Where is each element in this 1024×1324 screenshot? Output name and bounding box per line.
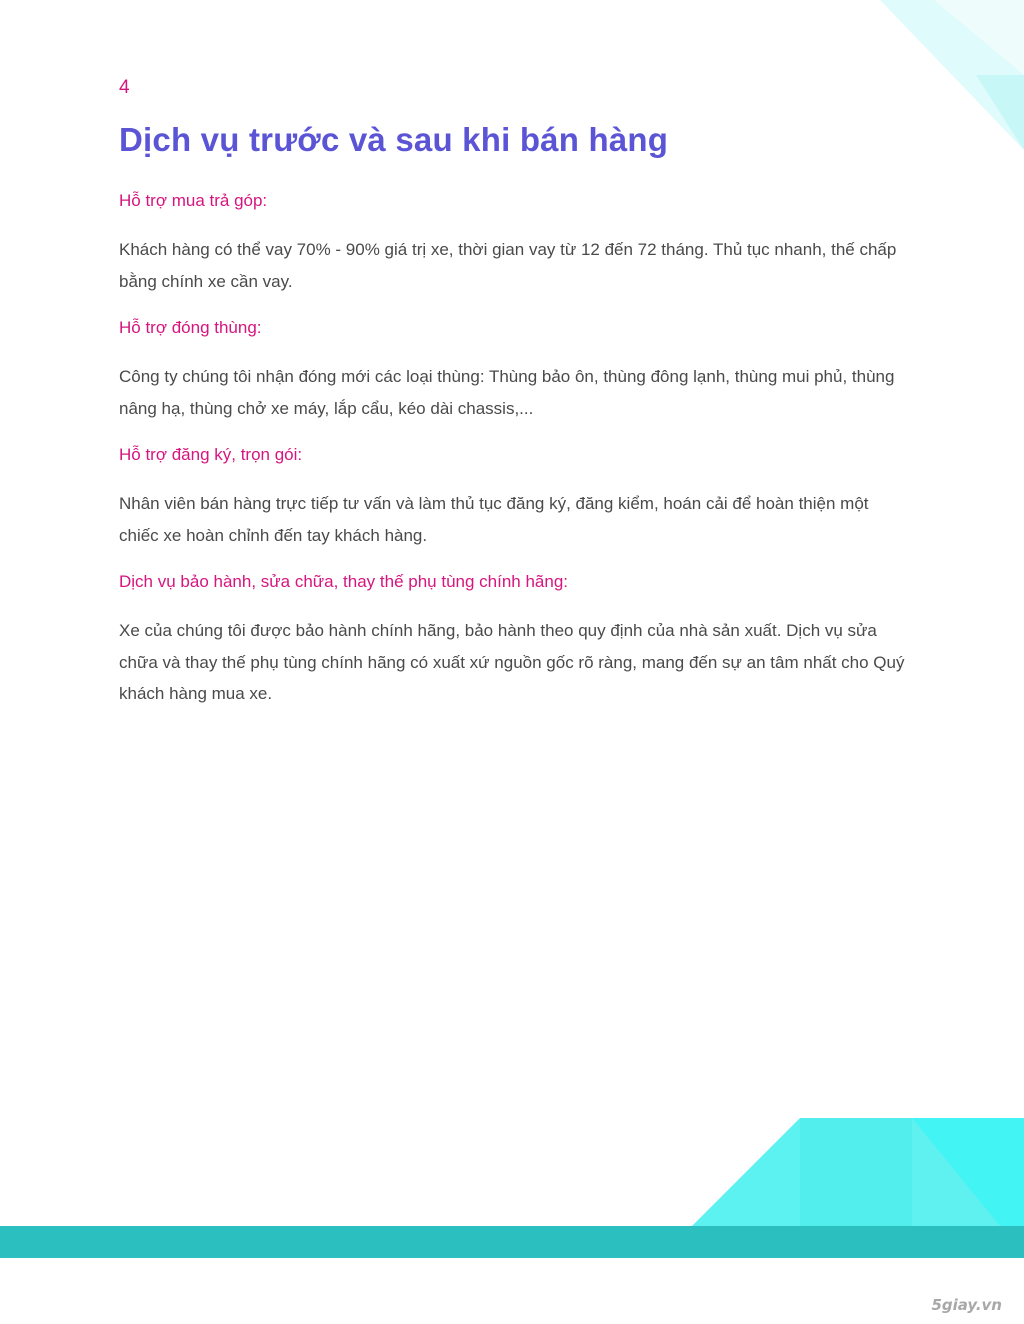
section-warranty-service <box>119 571 909 710</box>
section-body: Nhân viên bán hàng trực tiếp tư vấn và làm thủ tục đăng ký, đăng kiểm, hoán cải để hoàn thiện một chiếc xe hoàn chỉnh đến tay khách hàng. <box>119 494 869 545</box>
section-body: Công ty chúng tôi nhận đóng mới các loại thùng: Thùng bảo ôn, thùng đông lạnh, thùng mui phủ, thùng nâng hạ, thùng chở xe máy, lắp cẩu, kéo dài chassis,... <box>119 367 895 418</box>
site-watermark: 5giay.vn <box>931 1296 1002 1314</box>
page-title: Dịch vụ trước và sau khi bán hàng <box>119 121 669 158</box>
section-heading: Dịch vụ bảo hành, sửa chữa, thay thế phụ tùng chính hãng: <box>119 572 569 591</box>
section-heading: Hỗ trợ đăng ký, trọn gói: <box>119 445 303 464</box>
section-body: Xe của chúng tôi được bảo hành chính hãng, bảo hành theo quy định của nhà sản xuất. Dịch vụ sửa chữa và thay thế phụ tùng chính hãng có xuất xứ nguồn gốc rõ ràng, mang đến sự an tâm nhất cho Quý khách hàng mua xe. <box>119 621 905 703</box>
section-body: Khách hàng có thể vay 70% - 90% giá trị xe, thời gian vay từ 12 đến 72 tháng. Thủ tục nhanh, thế chấp bằng chính xe cần vay. <box>119 240 897 291</box>
bottom-geometric-band <box>0 1110 1024 1260</box>
section-installment-support <box>119 190 909 297</box>
section-heading: Hỗ trợ mua trả góp: <box>119 191 268 210</box>
section-heading: Hỗ trợ đóng thùng: <box>119 318 262 337</box>
page-number: 4 <box>119 77 130 98</box>
document-content <box>119 76 909 710</box>
section-registration-support <box>119 444 909 551</box>
section-truck-body-support <box>119 317 909 424</box>
